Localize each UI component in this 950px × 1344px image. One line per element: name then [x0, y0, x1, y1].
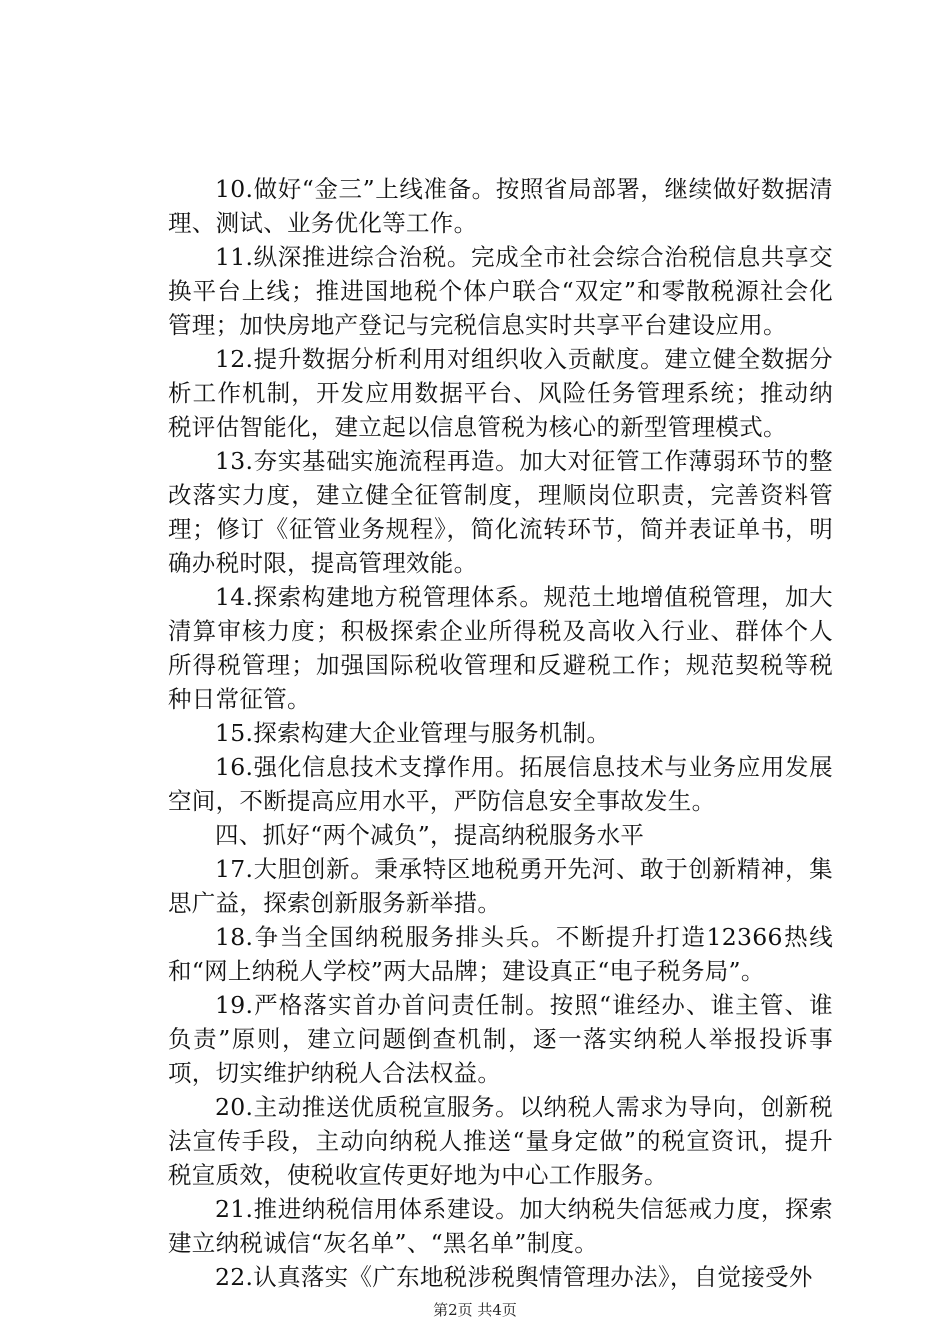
section-heading-4: 四、抓好“两个减负”，提高纳税服务水平 [215, 821, 645, 849]
paragraph-21: 21.推进纳税信用体系建设。加大纳税失信惩戒力度，探索建立纳税诚信“灰名单”、“黑名单”制度。 [168, 1195, 833, 1257]
paragraph-14: 14.探索构建地方税管理体系。规范土地增值税管理，加大清算审核力度；积极探索企业所得税及高收入行业、群体个人所得税管理；加强国际税收管理和反避税工作；规范契税等税种日常征管。 [168, 583, 833, 713]
paragraph-17: 17.大胆创新。秉承特区地税勇开先河、敢于创新精神，集思广益，探索创新服务新举措。 [168, 855, 833, 917]
paragraph-10: 10.做好“金三”上线准备。按照省局部署，继续做好数据清理、测试、业务优化等工作。 [168, 175, 833, 237]
page-number-footer: 第2页 共4页 [433, 1301, 517, 1319]
paragraph-12: 12.提升数据分析利用对组织收入贡献度。建立健全数据分析工作机制，开发应用数据平台、风险任务管理系统；推动纳税评估智能化，建立起以信息管税为核心的新型管理模式。 [168, 345, 833, 441]
paragraph-20: 20.主动推送优质税宣服务。以纳税人需求为导向，创新税法宣传手段，主动向纳税人推送“量身定做”的税宣资讯，提升税宣质效，使税收宣传更好地为中心工作服务。 [168, 1093, 833, 1189]
paragraph-18: 18.争当全国纳税服务排头兵。不断提升打造12366热线和“网上纳税人学校”两大品牌；建设真正“电子税务局”。 [168, 923, 833, 985]
paragraph-22: 22.认真落实《广东地税涉税舆情管理办法》，自觉接受外 [215, 1263, 813, 1291]
document-body [168, 172, 833, 1294]
paragraph-16: 16.强化信息技术支撑作用。拓展信息技术与业务应用发展空间，不断提高应用水平，严防信息安全事故发生。 [168, 753, 833, 815]
paragraph-15: 15.探索构建大企业管理与服务机制。 [215, 719, 611, 747]
paragraph-19: 19.严格落实首办首问责任制。按照“谁经办、谁主管、谁负责”原则，建立问题倒查机制，逐一落实纳税人举报投诉事项，切实维护纳税人合法权益。 [168, 991, 833, 1087]
paragraph-11: 11.纵深推进综合治税。完成全市社会综合治税信息共享交换平台上线；推进国地税个体户联合“双定”和零散税源社会化管理；加快房地产登记与完税信息实时共享平台建设应用。 [168, 243, 833, 339]
paragraph-13: 13.夯实基础实施流程再造。加大对征管工作薄弱环节的整改落实力度，建立健全征管制度，理顺岗位职责，完善资料管理；修订《征管业务规程》，简化流转环节，简并表证单书，明确办税时限，提高管理效能。 [168, 447, 833, 577]
